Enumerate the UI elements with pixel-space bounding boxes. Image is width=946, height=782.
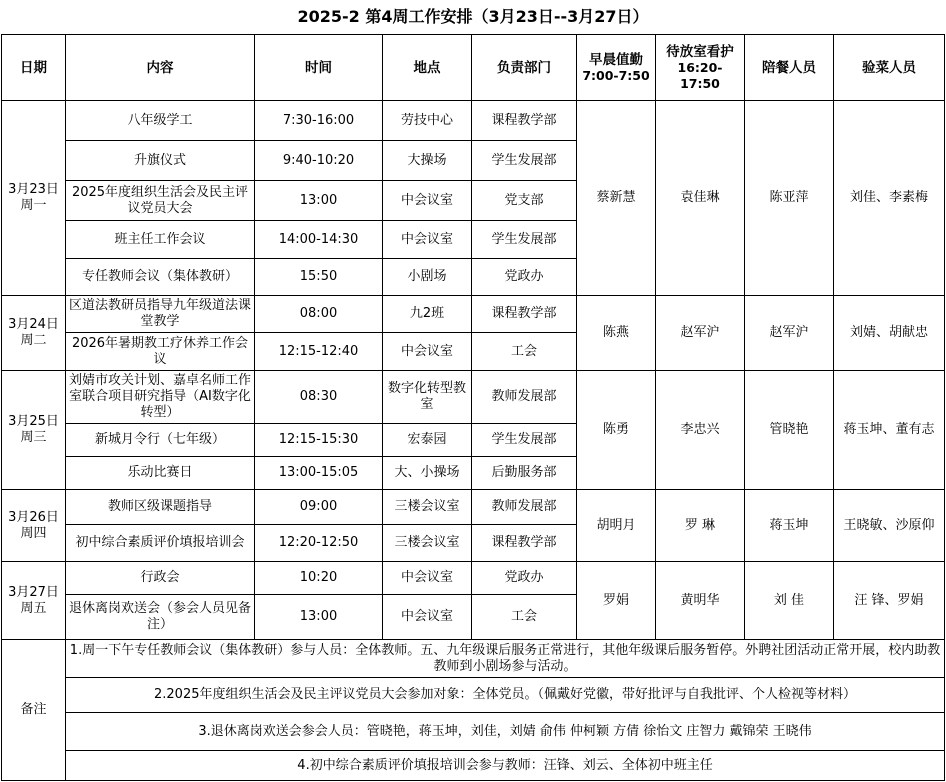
event-time: 13:00 [255, 181, 383, 221]
header-time: 时间 [255, 35, 383, 101]
afterschool-care-person: 袁佳琳 [656, 101, 745, 296]
event-dept: 工会 [472, 333, 577, 371]
header-afterschool-care-hours: 16:20-17:50 [677, 59, 723, 91]
note-row [2, 678, 945, 713]
food-inspector: 刘佳、李素梅 [834, 101, 945, 296]
day-date-cell [2, 101, 66, 296]
event-place: 数字化转型教室 [383, 371, 472, 424]
header-place: 地点 [383, 35, 472, 101]
event-row [2, 371, 945, 424]
event-content: 班主任工作会议 [66, 221, 255, 259]
afterschool-care-person: 黄明华 [656, 562, 745, 640]
event-dept: 教师发展部 [472, 371, 577, 424]
morning-duty-person: 胡明月 [577, 490, 656, 562]
day-date: 3月24日 [8, 317, 59, 332]
header-morning-duty [577, 35, 656, 101]
event-place: 三楼会议室 [383, 490, 472, 525]
meal-companion: 陈亚萍 [745, 101, 834, 296]
page-title: 2025-2 第4周工作安排（3月23日--3月27日） [297, 7, 649, 26]
event-dept: 学生发展部 [472, 221, 577, 259]
day-date-cell [2, 490, 66, 562]
food-inspector: 刘婧、胡献忠 [834, 296, 945, 371]
event-content: 乐动比赛日 [66, 457, 255, 490]
day-weekday: 周二 [20, 333, 47, 348]
event-dept: 工会 [472, 595, 577, 640]
event-time: 7:30-16:00 [255, 101, 383, 141]
event-time: 09:00 [255, 490, 383, 525]
event-place: 中会议室 [383, 221, 472, 259]
morning-duty-person: 蔡新慧 [577, 101, 656, 296]
event-time: 08:00 [255, 296, 383, 333]
food-inspector: 王晓敏、沙原仰 [834, 490, 945, 562]
header-content: 内容 [66, 35, 255, 101]
event-content: 行政会 [66, 562, 255, 595]
header-morning-duty-hours: 7:00-7:50 [582, 67, 650, 83]
event-dept: 后勤服务部 [472, 457, 577, 490]
event-dept: 教师发展部 [472, 490, 577, 525]
event-dept: 党政办 [472, 259, 577, 296]
event-place: 九2班 [383, 296, 472, 333]
event-place: 劳技中心 [383, 101, 472, 141]
event-content: 八年级学工 [66, 101, 255, 141]
food-inspector: 汪 锋、罗娟 [834, 562, 945, 640]
morning-duty-person: 陈勇 [577, 371, 656, 490]
day-date-cell [2, 371, 66, 490]
event-row [2, 562, 945, 595]
day-date-cell [2, 562, 66, 640]
note-text: 2.2025年度组织生活会及民主评议党员大会参加对象：全体党员。（佩戴好党徽，带好批评与自我批评、个人检视等材料） [66, 678, 945, 713]
event-dept: 课程教学部 [472, 101, 577, 141]
day-date: 3月27日 [8, 584, 59, 600]
event-time: 12:20-12:50 [255, 525, 383, 562]
event-dept: 党支部 [472, 181, 577, 221]
day-date: 3月26日 [8, 509, 59, 525]
day-date-cell [2, 296, 66, 371]
day-date: 3月25日 [8, 414, 59, 429]
header-afterschool-care [656, 35, 745, 101]
event-place: 大、小操场 [383, 457, 472, 490]
afterschool-care-person: 李忠兴 [656, 371, 745, 490]
header-morning-duty-label: 早晨值勤 [589, 51, 643, 68]
note-row [2, 713, 945, 751]
event-place: 大操场 [383, 141, 472, 181]
header-meal: 陪餐人员 [745, 35, 834, 101]
event-place: 小剧场 [383, 259, 472, 296]
header-date: 日期 [2, 35, 66, 101]
header-inspect: 验菜人员 [834, 35, 945, 101]
event-time: 14:00-14:30 [255, 221, 383, 259]
event-time: 10:20 [255, 562, 383, 595]
event-dept: 课程教学部 [472, 525, 577, 562]
note-row [2, 640, 945, 678]
afterschool-care-person: 罗 琳 [656, 490, 745, 562]
day-weekday: 周四 [20, 525, 47, 541]
event-place: 中会议室 [383, 181, 472, 221]
event-content: 新城月令行（七年级） [66, 424, 255, 457]
note-text: 1.周一下午专任教师会议（集体教研）参与人员：全体教师。五、九年级课后服务正常进行，其他年级课后服务暂停。外聘社团活动正常开展，校内助教教师到小剧场参与活动。 [66, 640, 945, 678]
event-time: 08:30 [255, 371, 383, 424]
day-weekday: 周三 [20, 430, 47, 445]
event-dept: 学生发展部 [472, 424, 577, 457]
note-text: 3.退休离岗欢送会参会人员：管晓艳，蒋玉坤，刘佳，刘婧 俞伟 仲柯颖 方倩 徐怡文 庄智力 戴锦荣 王晓伟 [66, 713, 945, 751]
event-content: 教师区级课题指导 [66, 490, 255, 525]
event-dept: 党政办 [472, 562, 577, 595]
event-dept: 学生发展部 [472, 141, 577, 181]
event-row [2, 296, 945, 333]
meal-companion: 刘 佳 [745, 562, 834, 640]
event-time: 9:40-10:20 [255, 141, 383, 181]
morning-duty-person: 罗娟 [577, 562, 656, 640]
event-place: 中会议室 [383, 333, 472, 371]
afterschool-care-person: 赵军沪 [656, 296, 745, 371]
event-time: 13:00 [255, 595, 383, 640]
event-content: 退休离岗欢送会（参会人员见备注） [66, 595, 255, 640]
schedule-body [2, 35, 945, 781]
event-place: 三楼会议室 [383, 525, 472, 562]
meal-companion: 赵军沪 [745, 296, 834, 371]
morning-duty-person: 陈燕 [577, 296, 656, 371]
event-content: 区道法教研员指导九年级道法课堂教学 [66, 296, 255, 333]
event-dept: 课程教学部 [472, 296, 577, 333]
event-time: 15:50 [255, 259, 383, 296]
event-place: 宏泰园 [383, 424, 472, 457]
note-text: 4.初中综合素质评价填报培训会参与教师：汪锋、刘云、全体初中班主任 [66, 751, 945, 781]
meal-companion: 管晓艳 [745, 371, 834, 490]
note-row [2, 751, 945, 781]
event-time: 12:15-15:30 [255, 424, 383, 457]
schedule-table [1, 34, 945, 781]
header-dept: 负责部门 [472, 35, 577, 101]
event-time: 12:15-12:40 [255, 333, 383, 371]
event-content: 升旗仪式 [66, 141, 255, 181]
event-content: 2026年暑期教工疗休养工作会议 [66, 333, 255, 371]
event-row [2, 101, 945, 141]
header-row [2, 35, 945, 101]
day-weekday: 周五 [20, 600, 47, 616]
event-place: 中会议室 [383, 595, 472, 640]
event-content: 专任教师会议（集体教研） [66, 259, 255, 296]
event-time: 13:00-15:05 [255, 457, 383, 490]
event-row [2, 490, 945, 525]
food-inspector: 蒋玉坤、董有志 [834, 371, 945, 490]
meal-companion: 蒋玉坤 [745, 490, 834, 562]
event-place: 中会议室 [383, 562, 472, 595]
notes-label: 备注 [2, 640, 66, 781]
day-weekday: 周一 [20, 198, 47, 213]
header-afterschool-care-label: 待放室看护 [666, 43, 734, 60]
event-content: 2025年度组织生活会及民主评议党员大会 [66, 181, 255, 221]
day-date: 3月23日 [8, 182, 59, 197]
event-content: 刘婧市攻关计划、嘉卓名师工作室联合项目研究指导（AI数字化转型） [66, 371, 255, 424]
event-content: 初中综合素质评价填报培训会 [66, 525, 255, 562]
